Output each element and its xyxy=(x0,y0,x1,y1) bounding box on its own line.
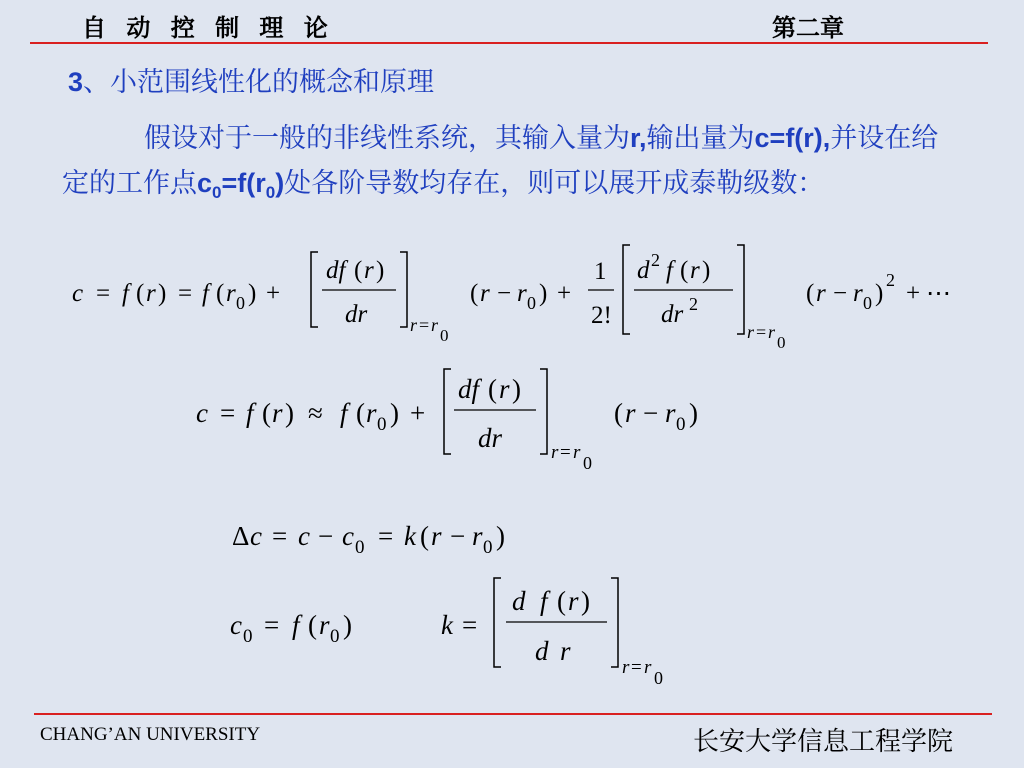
svg-text:−: − xyxy=(497,280,512,307)
svg-text:r: r xyxy=(226,280,236,307)
svg-text:c: c xyxy=(72,280,84,307)
footer-university: CHANG’AN UNIVERSITY xyxy=(40,724,261,745)
svg-text:df: df xyxy=(458,374,480,404)
footer-school: 长安大学信息工程学院 xyxy=(693,727,954,757)
increment-equation xyxy=(232,521,505,558)
para-cfr: c=f(r), xyxy=(754,123,831,153)
svg-text:): ) xyxy=(689,398,698,428)
svg-text:0: 0 xyxy=(863,293,872,313)
svg-text:r: r xyxy=(568,586,579,616)
svg-text:−: − xyxy=(318,521,334,551)
svg-text:2: 2 xyxy=(689,294,698,314)
section-number: 3 xyxy=(68,67,84,97)
para-r: r, xyxy=(630,123,647,153)
svg-text:c: c xyxy=(342,521,354,551)
svg-text:f: f xyxy=(246,398,254,428)
svg-text:f: f xyxy=(340,398,348,428)
svg-text:=: = xyxy=(178,280,193,307)
bottom-divider xyxy=(34,713,992,715)
para-text-3: 并设在给定的工作点 xyxy=(62,123,939,199)
svg-text:0: 0 xyxy=(355,537,365,558)
svg-text:(: ( xyxy=(557,586,566,616)
svg-text:k: k xyxy=(404,521,416,551)
svg-text:f: f xyxy=(666,257,673,284)
svg-text:dr: dr xyxy=(661,301,684,328)
svg-text:c: c xyxy=(250,521,262,551)
linear-approximation-equation xyxy=(196,369,698,473)
svg-text:): ) xyxy=(376,257,385,284)
svg-text:=: = xyxy=(631,657,642,678)
svg-text:⋯: ⋯ xyxy=(926,280,951,307)
svg-text:0: 0 xyxy=(777,333,786,352)
taylor-series-equation xyxy=(72,245,951,352)
svg-text:(: ( xyxy=(136,280,145,307)
svg-text:r: r xyxy=(625,398,636,428)
svg-text:(: ( xyxy=(216,280,225,307)
gain-k-equation xyxy=(441,578,663,688)
para-mid: =f(r xyxy=(221,168,266,198)
svg-text:2: 2 xyxy=(886,270,895,290)
svg-text:r: r xyxy=(644,657,652,678)
svg-text:(: ( xyxy=(470,280,479,307)
header-title: 自 动 控 制 理 论 xyxy=(82,14,334,42)
svg-text:(: ( xyxy=(680,257,689,284)
svg-text:r: r xyxy=(364,257,374,284)
svg-text:1: 1 xyxy=(594,258,607,285)
svg-text:−: − xyxy=(833,280,848,307)
svg-text:0: 0 xyxy=(330,626,340,647)
svg-text:−: − xyxy=(450,521,466,551)
svg-text:r: r xyxy=(560,636,571,666)
para-text-4: 处各阶导数均存在，则可以展开成泰勒级数： xyxy=(284,168,825,199)
svg-text:f: f xyxy=(292,610,300,640)
svg-text:=: = xyxy=(560,442,571,463)
svg-text:r: r xyxy=(768,322,776,342)
svg-text:+: + xyxy=(266,280,281,307)
svg-text:(: ( xyxy=(262,398,271,428)
svg-text:r: r xyxy=(573,442,581,463)
para-text-2: 输出量为 xyxy=(646,123,755,154)
svg-text:0: 0 xyxy=(440,326,449,345)
svg-text:d: d xyxy=(637,257,650,284)
svg-text:d: d xyxy=(512,586,526,616)
svg-text:r: r xyxy=(517,280,527,307)
svg-text:r: r xyxy=(431,315,439,335)
svg-text:(: ( xyxy=(354,257,363,284)
svg-text:=: = xyxy=(462,610,478,640)
svg-text:Δ: Δ xyxy=(232,521,250,551)
svg-text:f: f xyxy=(122,280,129,307)
para-r-sub: 0 xyxy=(265,183,276,203)
svg-text:r: r xyxy=(853,280,863,307)
svg-text:r: r xyxy=(665,398,676,428)
svg-text:=: = xyxy=(378,521,394,551)
svg-text:f: f xyxy=(202,280,209,307)
svg-text:): ) xyxy=(875,280,884,307)
svg-text:0: 0 xyxy=(377,414,387,435)
svg-text:dr: dr xyxy=(478,423,503,453)
svg-text:r: r xyxy=(366,398,377,428)
svg-text:r: r xyxy=(319,610,330,640)
svg-text:(: ( xyxy=(308,610,317,640)
svg-text:): ) xyxy=(248,280,257,307)
svg-text:r: r xyxy=(410,315,418,335)
svg-text:c: c xyxy=(196,398,208,428)
svg-text:df: df xyxy=(326,257,346,284)
svg-text:=: = xyxy=(96,280,111,307)
svg-text:): ) xyxy=(390,398,399,428)
svg-text:0: 0 xyxy=(583,453,592,473)
svg-text:0: 0 xyxy=(243,626,253,647)
svg-text:2!: 2! xyxy=(591,302,612,329)
svg-text:r: r xyxy=(499,374,510,404)
svg-text:(: ( xyxy=(806,280,815,307)
svg-text:r: r xyxy=(146,280,156,307)
para-text-1: 假设对于一般的非线性系统，其输入量为 xyxy=(144,123,630,154)
svg-text:r: r xyxy=(472,521,483,551)
svg-text:=: = xyxy=(272,521,288,551)
header-chapter: 第二章 xyxy=(772,14,844,42)
svg-text:0: 0 xyxy=(676,414,686,435)
svg-text:dr: dr xyxy=(345,301,368,328)
svg-text:f: f xyxy=(540,586,548,616)
svg-text:+: + xyxy=(410,398,426,428)
svg-text:): ) xyxy=(343,610,352,640)
svg-text:): ) xyxy=(581,586,590,616)
svg-text:r: r xyxy=(747,322,755,342)
svg-text:): ) xyxy=(539,280,548,307)
svg-text:=: = xyxy=(264,610,280,640)
svg-text:r: r xyxy=(622,657,630,678)
svg-text:=: = xyxy=(419,315,430,335)
svg-text:r: r xyxy=(690,257,700,284)
svg-text:(: ( xyxy=(356,398,365,428)
svg-text:): ) xyxy=(158,280,167,307)
svg-text:0: 0 xyxy=(527,293,536,313)
svg-text:): ) xyxy=(496,521,505,551)
svg-text:2: 2 xyxy=(651,250,660,270)
svg-text:k: k xyxy=(441,610,453,640)
svg-text:): ) xyxy=(285,398,294,428)
svg-text:): ) xyxy=(702,257,711,284)
svg-text:c: c xyxy=(298,521,310,551)
svg-text:c: c xyxy=(230,610,242,640)
svg-text:r: r xyxy=(480,280,490,307)
para-close: ) xyxy=(275,168,285,198)
svg-text:=: = xyxy=(220,398,236,428)
svg-text:r: r xyxy=(272,398,283,428)
svg-text:0: 0 xyxy=(236,293,245,313)
svg-text:=: = xyxy=(756,322,767,342)
svg-text:+: + xyxy=(906,280,921,307)
operating-point-equation xyxy=(230,610,352,647)
svg-text:r: r xyxy=(431,521,442,551)
svg-text:d: d xyxy=(535,636,549,666)
svg-text:): ) xyxy=(512,374,521,404)
svg-text:r: r xyxy=(816,280,826,307)
para-c: c xyxy=(197,168,213,198)
svg-text:−: − xyxy=(643,398,659,428)
svg-text:(: ( xyxy=(614,398,623,428)
svg-text:+: + xyxy=(557,280,572,307)
svg-text:(: ( xyxy=(488,374,497,404)
para-c-sub: 0 xyxy=(212,183,222,203)
svg-text:≈: ≈ xyxy=(308,398,323,428)
svg-text:0: 0 xyxy=(483,537,493,558)
section-title: 、小范围线性化的概念和原理 xyxy=(83,67,435,98)
svg-text:0: 0 xyxy=(654,668,663,688)
svg-text:(: ( xyxy=(420,521,429,551)
svg-text:r: r xyxy=(551,442,559,463)
